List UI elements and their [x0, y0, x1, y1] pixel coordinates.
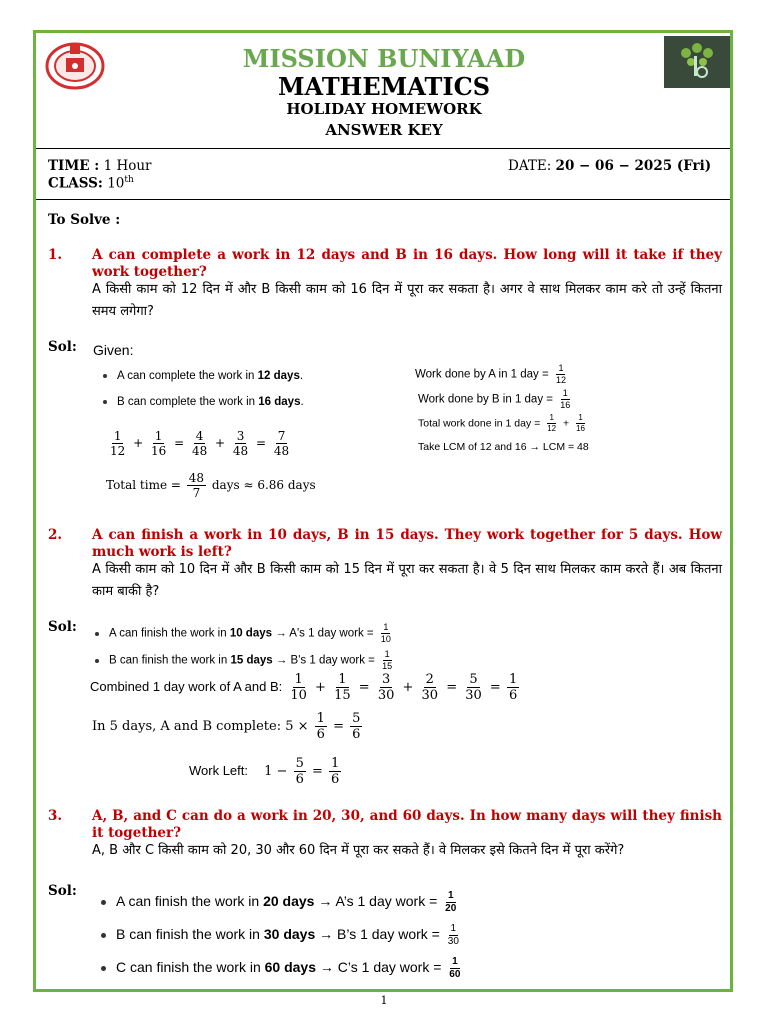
answer-key-title: ANSWER KEY	[325, 121, 443, 139]
q2-bullet-b: B can finish the work in 15 days → B's 1 day work = $\frac{1}{15}$	[95, 650, 396, 671]
header-divider	[36, 148, 730, 149]
class-line	[48, 175, 134, 192]
q3-number: 3.	[48, 808, 63, 824]
subject-title: MATHEMATICS	[277, 72, 491, 101]
q1-sol-label: Sol:	[48, 339, 77, 355]
time-line	[48, 158, 152, 174]
q2-sol-label: Sol:	[48, 619, 77, 635]
date-value: 20 − 06 − 2025 (Fri)	[555, 158, 712, 174]
bullet-icon	[101, 966, 106, 971]
q1-bullet-b: B can complete the work in 16 days.	[103, 396, 304, 408]
q1-question: A can complete a work in 12 days and B in 16 days. How long will it take if they work together?	[92, 247, 722, 280]
q2-hindi: A किसी काम को 10 दिन में और B किसी काम को 15 दिन में पूरा कर सकता है। वे 5 दिन साथ मिलकर काम करते हैं। अब कितना काम बाकी है?	[92, 562, 722, 599]
q1-right-b: Work done by B in 1 day = $\frac{1}{16}$	[418, 388, 571, 410]
q1-sum-equation: $\frac{1}{12}$ + $\frac{1}{16}$ = $\frac{4}{48}$ + $\frac{3}{48}$ = $\frac{7}{48}$	[110, 429, 290, 458]
bullet-icon	[101, 900, 106, 905]
q2-number: 2.	[48, 527, 63, 543]
q1-number: 1.	[48, 247, 63, 263]
q1-right-lcm: Take LCM of 12 and 16 → LCM = 48	[418, 441, 589, 453]
page-number: 1	[380, 994, 388, 1007]
q3-bullet-c: C can finish the work in 60 days → C’s 1 day work = $\frac{1}{60}$	[101, 957, 464, 980]
time-label: TIME :	[48, 158, 100, 174]
homework-title: HOLIDAY HOMEWORK	[286, 100, 482, 118]
q3-question: A, B, and C can do a work in 20, 30, and 60 days. In how many days will they finish it together?	[92, 808, 722, 841]
time-value: 1 Hour	[103, 158, 152, 174]
class-suffix: th	[124, 175, 134, 185]
class-label: CLASS:	[48, 175, 103, 192]
bullet-icon	[95, 659, 99, 663]
q3-bullet-b: B can finish the work in 30 days → B’s 1 day work = $\frac{1}{30}$	[101, 924, 463, 947]
q1-hindi: A किसी काम को 12 दिन में और B किसी काम को 16 दिन में पूरा कर सकता है। अगर वे साथ मिलकर काम करे तो उन्हें कितना समय लगेगा?	[92, 282, 722, 319]
q1-given: Given:	[93, 342, 134, 358]
q1-right-a: Work done by A in 1 day = $\frac{1}{12}$	[415, 363, 566, 385]
q1-total-time: Total time = $\frac{48}{7}$ days ≈ 6.86 days	[106, 471, 316, 500]
q3-hindi: A, B और C किसी काम को 20, 30 और 60 दिन में पूरा कर सकते हैं। वे मिलकर इसे कितने दिन में पूरा करेंगे?	[92, 843, 625, 858]
to-solve-heading: To Solve :	[48, 212, 121, 228]
q3-sol-label: Sol:	[48, 883, 77, 899]
q2-combined: Combined 1 day work of A and B: $\frac{1}{10}$ + $\frac{1}{15}$ = $\frac{3}{30}$ + $\frac{2}{30}$ = $\frac{5}{30}$ = $\frac{1}{6}$	[90, 672, 518, 703]
date-label: DATE:	[508, 158, 552, 174]
q2-work-left: Work Left: 1 − $\frac{5}{6}$ = $\frac{1}{6}$	[189, 756, 340, 787]
bullet-icon	[103, 400, 107, 404]
q1-bullet-a: A can complete the work in 12 days.	[103, 370, 303, 382]
meta-divider	[36, 199, 730, 200]
q2-in-five-days: In 5 days, A and B complete: 5 × $\frac{1}{6}$ = $\frac{5}{6}$	[92, 711, 361, 742]
bullet-icon	[101, 933, 106, 938]
bullet-icon	[103, 374, 107, 378]
q1-right-total: Total work done in 1 day = $\frac{1}{12}$ + $\frac{1}{16}$	[418, 413, 585, 433]
class-value: 10	[107, 175, 125, 192]
date-line	[508, 158, 711, 174]
bullet-icon	[95, 632, 99, 636]
q2-bullet-a: A can finish the work in 10 days → A's 1 day work = $\frac{1}{10}$	[95, 623, 395, 644]
q3-bullet-a: A can finish the work in 20 days → A’s 1 day work = $\frac{1}{20}$	[101, 891, 460, 914]
q2-question: A can finish a work in 10 days, B in 15 days. They work together for 5 days. How much work is left?	[92, 527, 722, 560]
org-title: MISSION BUNIYAAD	[242, 44, 526, 73]
